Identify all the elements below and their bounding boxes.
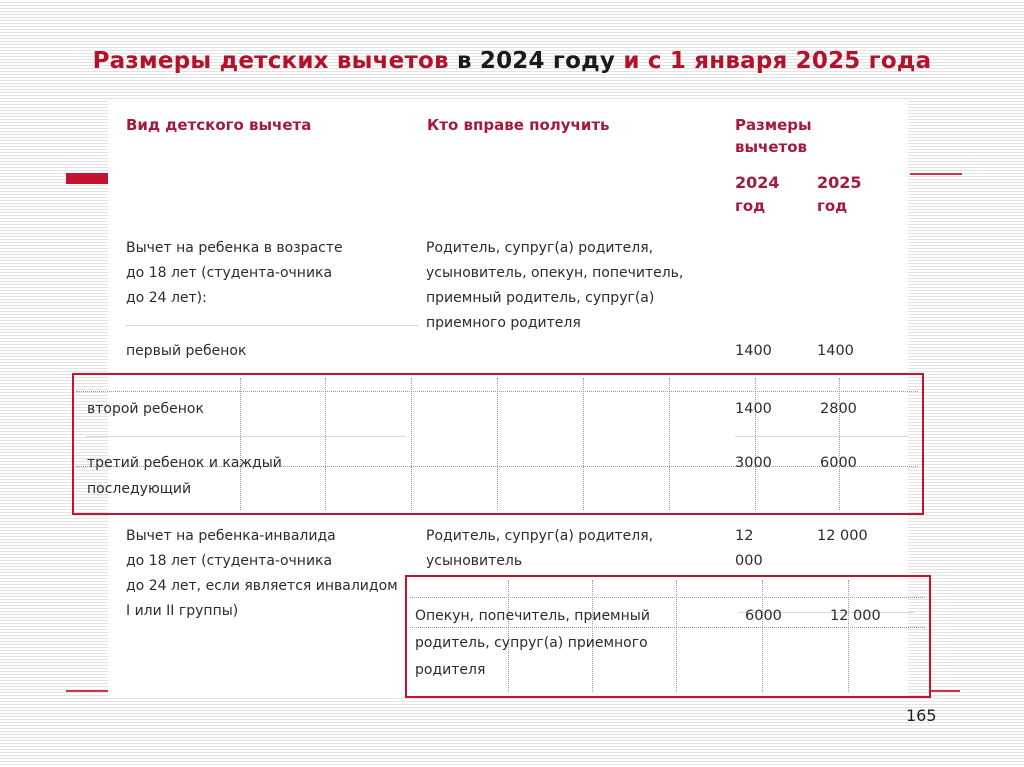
group2-row1-2024-line-1: 12 bbox=[735, 528, 754, 544]
header-amounts-line-2: вычетов bbox=[735, 138, 808, 156]
group1-who-line-1: Родитель, супруг(а) родителя, bbox=[426, 240, 654, 256]
row-third-child-label-line-1: третий ребенок и каждый bbox=[87, 455, 282, 471]
header-year-2024: 2024 bbox=[735, 173, 780, 192]
row-first-child-2025: 1400 bbox=[817, 343, 854, 359]
group2-row2-2025: 12 000 bbox=[830, 608, 881, 624]
group2-row2-who-line-2: родитель, супруг(а) приемного bbox=[415, 635, 648, 651]
title-part-2: в 2024 году bbox=[456, 48, 616, 74]
group1-type-line-2: до 18 лет (студента-очника bbox=[126, 265, 333, 281]
header-year-2025-label: год bbox=[817, 197, 848, 215]
group1-type-line-3: до 24 лет): bbox=[126, 290, 207, 306]
group1-who-line-3: приемный родитель, супруг(а) bbox=[426, 290, 655, 306]
accent-bar bbox=[66, 173, 109, 184]
row-third-child-label-line-2: последующий bbox=[87, 481, 192, 497]
group2-type-line-4: I или II группы) bbox=[126, 603, 239, 619]
title-part-3: и с 1 января 2025 года bbox=[615, 48, 932, 74]
row-first-child-label: первый ребенок bbox=[126, 343, 247, 359]
slide-title bbox=[0, 48, 1024, 74]
row-separator bbox=[126, 325, 418, 326]
title-part-1: Размеры детских вычетов bbox=[92, 48, 457, 74]
group2-row1-2024-line-2: 000 bbox=[735, 553, 763, 569]
header-amounts-line-1: Размеры bbox=[735, 116, 812, 134]
row-second-child-2024: 1400 bbox=[735, 401, 772, 417]
header-year-2024-label: год bbox=[735, 197, 766, 215]
highlight-box-guardian-row bbox=[405, 575, 931, 698]
group2-type-line-3: до 24 лет, если является инвалидом bbox=[126, 578, 398, 594]
header-deduction-type: Вид детского вычета bbox=[126, 116, 312, 134]
row-second-child-2025: 2800 bbox=[820, 401, 857, 417]
row-third-child-2025: 6000 bbox=[820, 455, 857, 471]
group1-who-line-4: приемного родителя bbox=[426, 315, 581, 331]
accent-line-bottom-right bbox=[930, 690, 960, 692]
accent-line-bottom-left bbox=[66, 690, 108, 692]
group2-row1-who-line-1: Родитель, супруг(а) родителя, bbox=[426, 528, 654, 544]
group2-type-line-2: до 18 лет (студента-очника bbox=[126, 553, 333, 569]
group2-row1-who-line-2: усыновитель bbox=[426, 553, 523, 569]
group2-row2-who-line-3: родителя bbox=[415, 662, 486, 678]
header-year-2025: 2025 bbox=[817, 173, 862, 192]
highlight-box-rows-2-3 bbox=[72, 373, 924, 515]
header-who-entitled: Кто вправе получить bbox=[427, 116, 610, 134]
row-third-child-2024: 3000 bbox=[735, 455, 772, 471]
group1-type-line-1: Вычет на ребенка в возрасте bbox=[126, 240, 343, 256]
group2-row1-2025: 12 000 bbox=[817, 528, 868, 544]
row-first-child-2024: 1400 bbox=[735, 343, 772, 359]
group1-who-line-2: усыновитель, опекун, попечитель, bbox=[426, 265, 684, 281]
page-number: 165 bbox=[906, 706, 937, 725]
group2-row2-who-line-1: Опекун, попечитель, приемный bbox=[415, 608, 650, 624]
accent-line-right bbox=[910, 173, 962, 175]
group2-type-line-1: Вычет на ребенка-инвалида bbox=[126, 528, 336, 544]
row-second-child-label: второй ребенок bbox=[87, 401, 204, 417]
group2-row2-2024: 6000 bbox=[745, 608, 782, 624]
